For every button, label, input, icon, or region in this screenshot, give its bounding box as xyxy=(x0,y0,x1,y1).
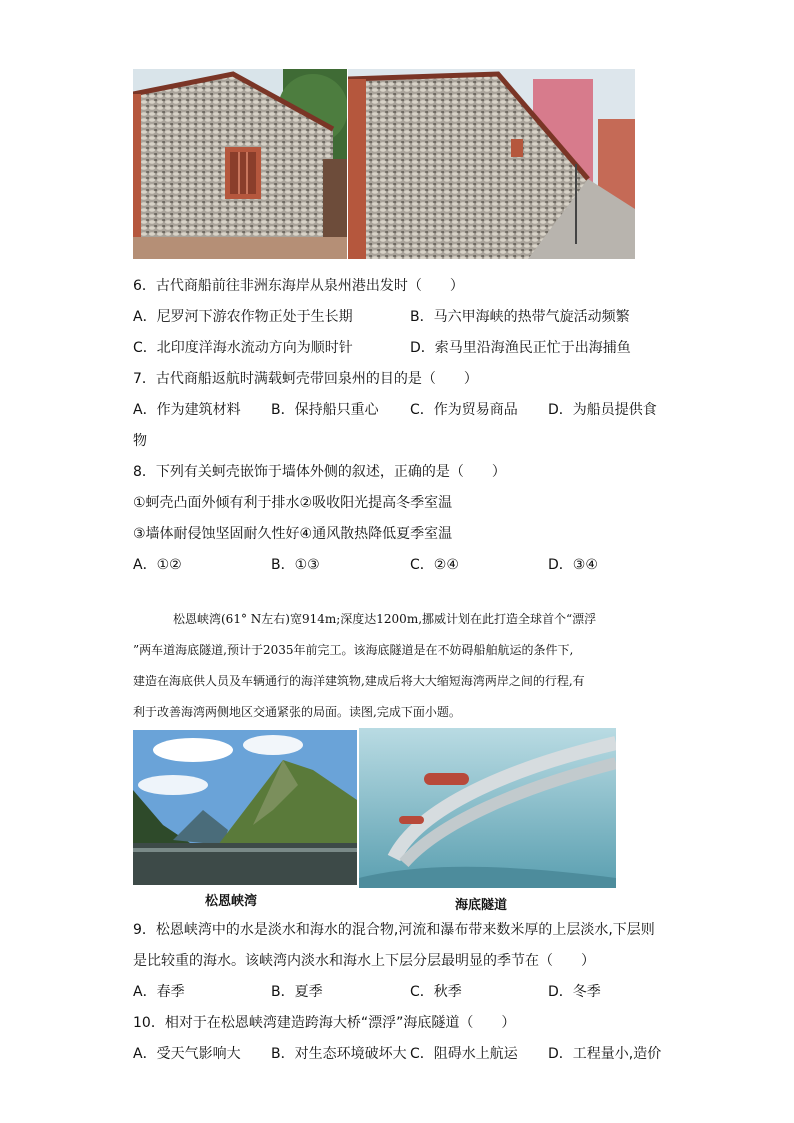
q9-stem-line-2: 是比较重的海水。该峡湾内淡水和海水上下层分层最明显的季节在（ ） xyxy=(133,953,595,969)
undersea-tunnel-illustration xyxy=(359,728,616,888)
passage-line-3: 建造在海底供人员及车辆通行的海洋建筑物,建成后将大大缩短海湾两岸之间的行程,有 xyxy=(133,674,585,688)
q10-option-c[interactable]: C．阻碍水上航运 xyxy=(410,1046,518,1062)
q6-option-c[interactable]: C．北印度洋海水流动方向为顺时针 xyxy=(133,340,353,356)
q10-option-a[interactable]: A．受天气影响大 xyxy=(133,1046,241,1062)
q10-option-d[interactable]: D．工程量小,造价 xyxy=(548,1046,662,1062)
caption-fjord: 松恩峡湾 xyxy=(205,894,258,909)
q7-option-a[interactable]: A．作为建筑材料 xyxy=(133,402,241,418)
q9-option-c[interactable]: C．秋季 xyxy=(410,984,462,1000)
q8-option-a[interactable]: A．①② xyxy=(133,557,182,573)
q10-stem: 10．相对于在松恩峡湾建造跨海大桥“漂浮”海底隧道（ ） xyxy=(133,1015,516,1031)
q8-statements-2: ③墙体耐侵蚀坚固耐久性好④通风散热降低夏季室温 xyxy=(133,526,453,542)
q8-option-d[interactable]: D．③④ xyxy=(548,557,598,573)
q10-option-b[interactable]: B．对生态环境破坏大 xyxy=(271,1046,407,1062)
q9-option-d[interactable]: D．冬季 xyxy=(548,984,601,1000)
q9-stem-line-1: 9．松恩峡湾中的水是淡水和海水的混合物,河流和瀑布带来数米厚的上层淡水,下层则 xyxy=(133,922,655,938)
q9-option-b[interactable]: B．夏季 xyxy=(271,984,323,1000)
q7-option-b[interactable]: B．保持船只重心 xyxy=(271,402,379,418)
q6-option-b[interactable]: B．马六甲海峡的热带气旋活动频繁 xyxy=(410,309,630,325)
oyster-wall-photo-left xyxy=(133,69,347,259)
passage-line-4: 利于改善海湾两侧地区交通紧张的局面。读图,完成下面小题。 xyxy=(133,705,461,719)
q7-option-c[interactable]: C．作为贸易商品 xyxy=(410,402,518,418)
q8-option-c[interactable]: C．②④ xyxy=(410,557,459,573)
oyster-wall-photo-right xyxy=(348,69,635,259)
passage-line-2: ”两车道海底隧道,预计于2035年前完工。该海底隧道是在不妨碍船舶航运的条件下, xyxy=(133,643,574,657)
caption-tunnel: 海底隧道 xyxy=(455,898,508,913)
q8-stem: 8．下列有关蚵壳嵌饰于墙体外侧的叙述，正确的是（ ） xyxy=(133,464,506,480)
q6-option-d[interactable]: D．索马里沿海渔民正忙于出海捕鱼 xyxy=(410,340,631,356)
q7-stem: 7．古代商船返航时满载蚵壳带回泉州的目的是（ ） xyxy=(133,371,478,387)
q6-stem: 6．古代商船前往非洲东海岸从泉州港出发时（ ） xyxy=(133,278,464,294)
fjord-photo xyxy=(133,730,357,885)
q7-option-d-continued: 物 xyxy=(133,433,147,449)
passage-line-1: 松恩峡湾(61° N左右)宽914m;深度达1200m,挪威计划在此打造全球首个“漂浮 xyxy=(173,612,597,626)
q6-option-a[interactable]: A．尼罗河下游农作物正处于生长期 xyxy=(133,309,353,325)
q8-option-b[interactable]: B．①③ xyxy=(271,557,320,573)
q9-option-a[interactable]: A．春季 xyxy=(133,984,185,1000)
q7-option-d[interactable]: D．为船员提供食 xyxy=(548,402,657,418)
q8-statements-1: ①蚵壳凸面外倾有利于排水②吸收阳光提高冬季室温 xyxy=(133,495,453,511)
